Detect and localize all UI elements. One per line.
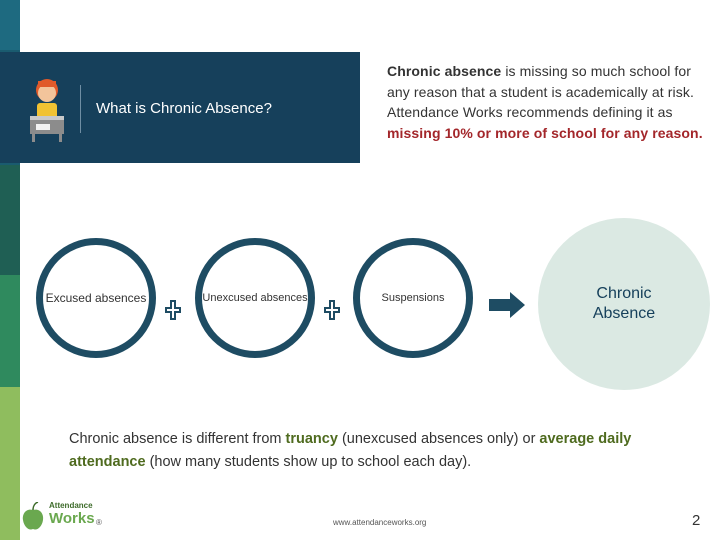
logo-line-2: Works	[49, 510, 95, 527]
circle-label: Excused absences	[45, 290, 147, 305]
arrow-right-icon	[488, 291, 526, 319]
definition-highlight: missing 10% or more of school for any reason	[387, 124, 699, 141]
header-bar	[0, 52, 360, 163]
registered-mark: ®	[96, 518, 102, 527]
note-text: Chronic absence is different from	[69, 431, 286, 447]
term-average-daily-attendance: average daily attendance	[69, 431, 632, 470]
unexcused-absences-circle	[195, 238, 315, 358]
note-text: (how many students show up to school each day).	[145, 454, 472, 470]
result-label: Chronic Absence	[592, 285, 656, 322]
circle-label: Unexcused absences	[202, 292, 308, 304]
circle-label: Suspensions	[381, 292, 445, 304]
sidebar-segment	[0, 275, 20, 387]
note-text: (unexcused absences only) or	[337, 431, 540, 447]
suspensions-circle	[353, 238, 473, 358]
chronic-absence-result-circle	[538, 218, 710, 390]
definition-text	[387, 61, 707, 143]
sidebar-segment	[0, 165, 20, 275]
excused-absences-circle	[36, 238, 156, 358]
definition-term: Chronic absence	[387, 63, 502, 79]
plus-icon	[324, 300, 340, 320]
term-truancy: truancy	[285, 431, 338, 447]
definition-body: is missing so much school for any reason that a student is academically at risk. Attendance Works recommends defining it as	[387, 63, 694, 120]
plus-icon	[165, 300, 181, 320]
footer-url[interactable]: www.attendanceworks.org	[333, 518, 427, 527]
definition-period: .	[698, 124, 703, 141]
comparison-note	[69, 428, 689, 474]
logo-line-1: Attendance	[49, 501, 93, 510]
page-title: What is Chronic Absence?	[96, 100, 272, 117]
attendance-works-logo	[22, 498, 132, 534]
sidebar-segment	[0, 0, 20, 50]
apple-logo-icon	[22, 502, 44, 532]
student-at-desk-icon	[26, 76, 72, 142]
page-number: 2	[692, 512, 701, 529]
sidebar-segment	[0, 387, 20, 540]
header-divider	[80, 85, 81, 133]
